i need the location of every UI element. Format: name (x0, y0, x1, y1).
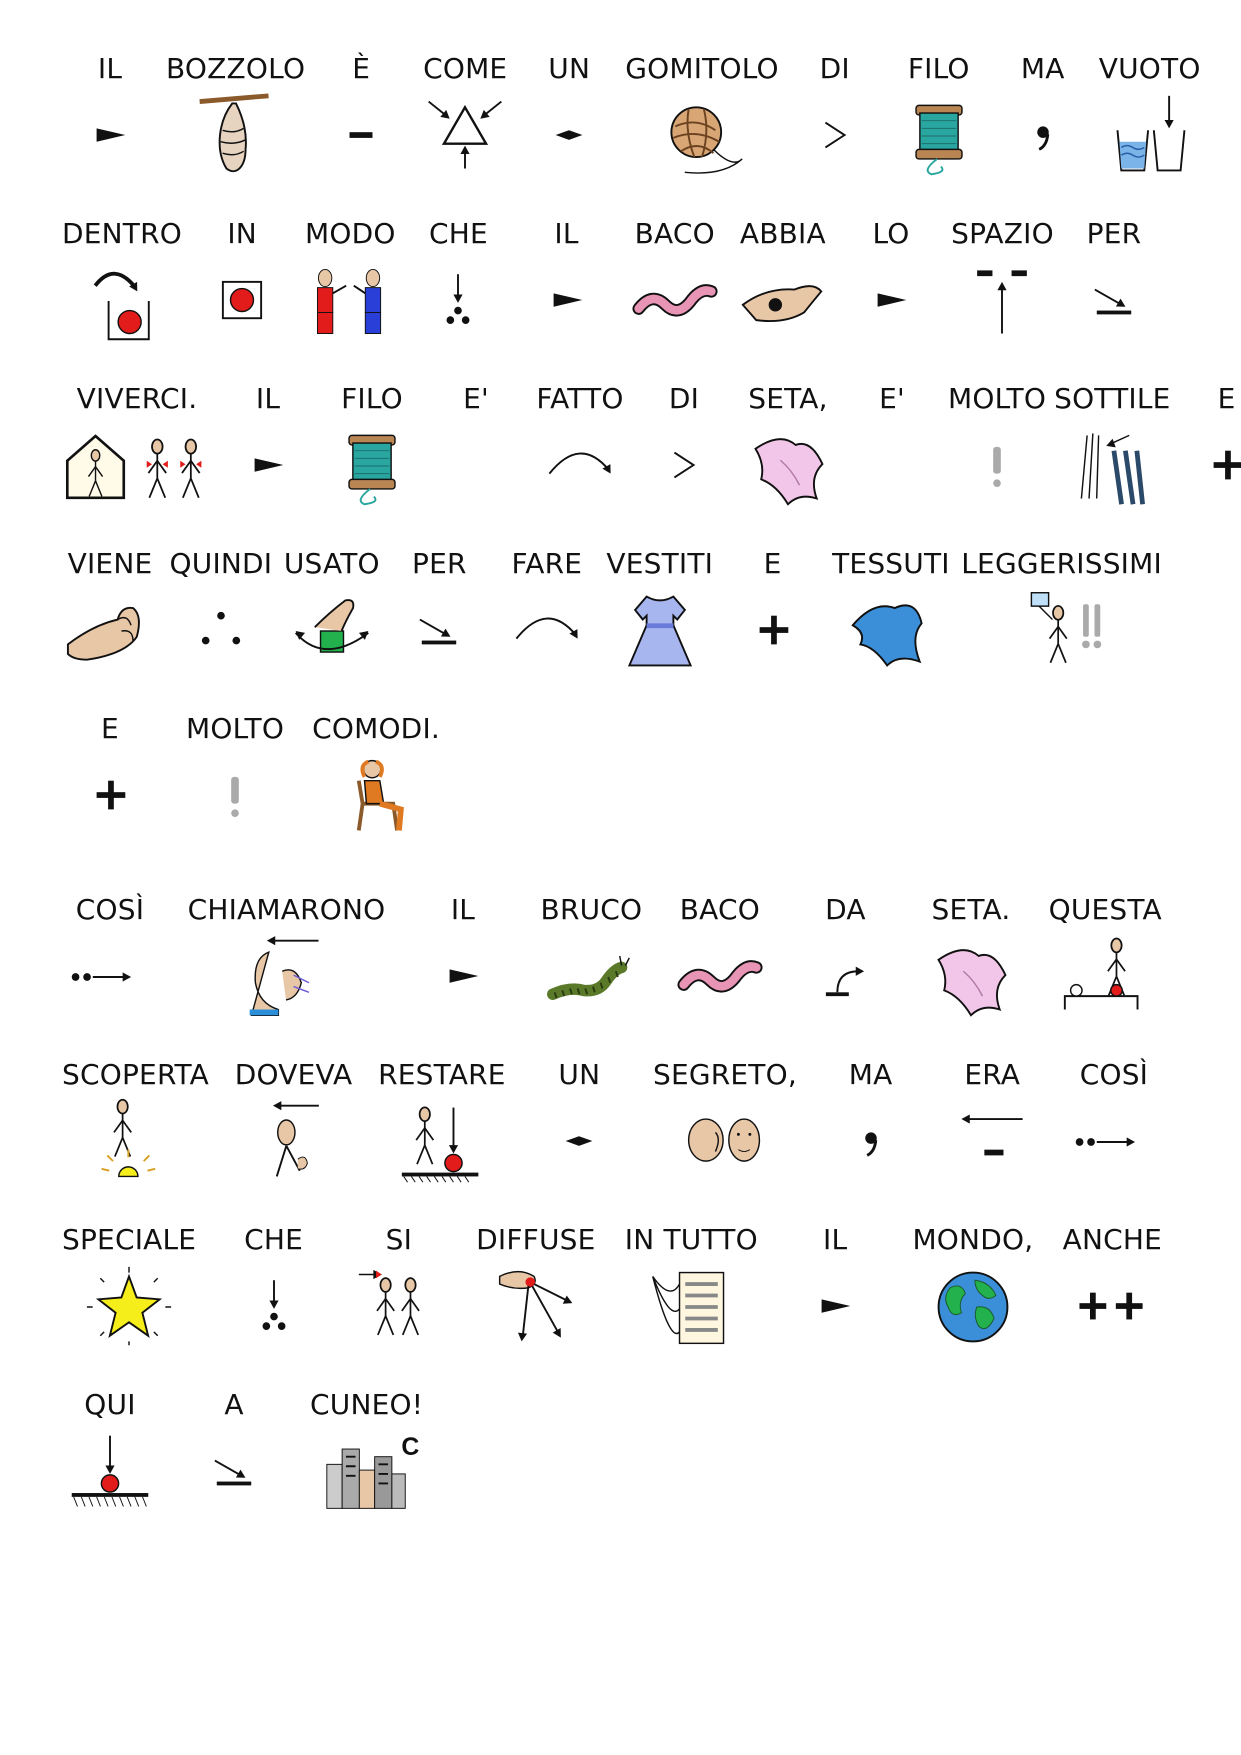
word-label: IN TUTTO (624, 1223, 758, 1256)
word-label: CHE (244, 1223, 303, 1256)
article-triangle-icon (62, 92, 158, 180)
word-label: IL (554, 217, 579, 250)
word-symbol-cell (186, 1388, 282, 1516)
word-symbol-cell (625, 52, 779, 180)
word-label: IL (97, 52, 123, 85)
word-symbol-cell (1049, 893, 1162, 1021)
silk-cloth-icon (740, 422, 836, 510)
word-label: E (763, 547, 782, 580)
worm-icon (672, 933, 768, 1021)
caterpillar-icon (543, 933, 639, 1021)
exclamation-icon (187, 752, 283, 840)
word-symbol-cell (1099, 52, 1201, 180)
word-symbol-cell (735, 217, 831, 345)
sentence-row (62, 1223, 1162, 1353)
article-triangle-icon (220, 422, 316, 510)
word-symbol-cell (284, 547, 380, 675)
word-label: MOLTO (186, 712, 285, 745)
word-symbol-cell (1179, 382, 1241, 510)
word-symbol-cell (844, 382, 940, 510)
word-symbol-cell (188, 893, 386, 1021)
word-label: RESTARE (378, 1058, 506, 1091)
word-label: GOMITOLO (625, 52, 779, 85)
word-symbol-cell (62, 1388, 158, 1516)
sentence-row (62, 1058, 1162, 1188)
curved-arrow-icon (499, 587, 595, 675)
diamond-article-icon (531, 1098, 627, 1186)
word-label: E (1217, 382, 1236, 415)
word-label: ABBIA (739, 217, 826, 250)
curved-arrow-icon (532, 422, 628, 510)
word-symbol-cell (725, 547, 821, 675)
stay-icon (394, 1098, 490, 1186)
word-label: DA (825, 893, 866, 926)
comma-icon (995, 92, 1091, 180)
word-label: E (101, 712, 119, 745)
word-label: VIVERCI. (76, 382, 198, 415)
word-label: ANCHE (1062, 1223, 1162, 1256)
sentence-row (62, 893, 1162, 1023)
word-label: FARE (511, 547, 583, 580)
word-label: MA (1020, 52, 1065, 85)
dots-arrow-icon (62, 933, 158, 1021)
word-symbol-cell (832, 547, 950, 675)
word-symbol-cell (324, 382, 420, 510)
greater-than-icon (787, 92, 883, 180)
word-symbol-cell (541, 893, 643, 1021)
globe-icon (925, 1263, 1021, 1351)
cocoon-icon (188, 92, 284, 180)
word-symbol-cell (194, 217, 290, 345)
word-symbol-cell (948, 382, 1046, 510)
city-icon (319, 1428, 419, 1516)
dress-icon (612, 587, 708, 675)
word-label: QUINDI (169, 547, 273, 580)
spread-hand-icon (488, 1263, 584, 1351)
word-symbol-cell (313, 52, 409, 180)
word-label: VUOTO (1098, 52, 1201, 85)
word-label: DI (819, 52, 850, 85)
word-symbol-cell (62, 382, 212, 510)
word-label: E' (463, 382, 489, 415)
thread-spool-icon (891, 92, 987, 180)
word-label: SEGRETO, (652, 1058, 797, 1091)
relaxed-chair-icon (328, 752, 424, 840)
worm-icon (627, 257, 723, 345)
word-symbol-cell (62, 1223, 196, 1351)
word-symbol-cell (636, 382, 732, 510)
thread-spool-icon (324, 422, 420, 510)
sentence-row (62, 382, 1241, 512)
word-label: È (352, 52, 371, 85)
word-label: CHIAMARONO (187, 893, 386, 926)
word-symbol-cell (1066, 217, 1162, 345)
word-symbol-cell (62, 1058, 209, 1186)
triangle-arrows-icon (417, 92, 513, 180)
word-symbol-cell (627, 217, 723, 345)
for-arrow-icon (391, 587, 487, 675)
word-label: DENTRO (62, 217, 182, 250)
word-label: IN (227, 217, 257, 250)
beckon-hand-icon (62, 587, 158, 675)
svg-text:C: C (401, 1432, 419, 1461)
from-arrow-icon (797, 933, 893, 1021)
therefore-dots-icon (173, 587, 269, 675)
star-icon (81, 1263, 177, 1351)
word-label: IL (823, 1223, 848, 1256)
word-label: SCOPERTA (62, 1058, 210, 1091)
word-label: BRUCO (540, 893, 643, 926)
word-label: DOVEVA (234, 1058, 353, 1091)
word-label: UN (548, 52, 591, 85)
silk-cloth-icon (923, 933, 1019, 1021)
word-label: FILO (907, 52, 970, 85)
word-symbol-cell (499, 547, 595, 675)
word-symbol-cell (653, 1058, 797, 1186)
space-arrow-icon (954, 257, 1050, 345)
word-symbol-cell (961, 547, 1162, 675)
two-people-gesture-icon (302, 257, 398, 345)
word-symbol-cell (62, 712, 158, 840)
word-symbol-cell (797, 893, 893, 1021)
sentence-row (62, 547, 1162, 677)
word-symbol-cell (519, 217, 615, 345)
word-symbol-cell (1066, 1058, 1162, 1186)
word-symbol-cell (62, 547, 158, 675)
article-triangle-icon (415, 933, 511, 1021)
plus-icon (725, 587, 821, 675)
word-label: MODO (304, 217, 396, 250)
word-label: QUESTA (1048, 893, 1162, 926)
word-symbol-cell (302, 217, 398, 345)
word-symbol-cell (166, 52, 305, 180)
word-symbol-cell (531, 1058, 627, 1186)
word-label: FATTO (536, 382, 624, 415)
sentence-row (62, 1388, 423, 1518)
word-label: SETA. (931, 893, 1011, 926)
word-symbol-cell (476, 1223, 595, 1351)
word-symbol-cell (186, 712, 284, 840)
word-label: LO (872, 217, 910, 250)
article-triangle-icon (787, 1263, 883, 1351)
dots-arrow-icon (1066, 1098, 1162, 1186)
plus-icon (62, 752, 158, 840)
sentence-row (62, 712, 440, 842)
word-label: ERA (964, 1058, 1021, 1091)
word-label: BOZZOLO (166, 52, 306, 85)
word-symbol-cell (951, 217, 1054, 345)
word-label: MONDO, (912, 1223, 1034, 1256)
word-label: SPAZIO (951, 217, 1054, 250)
for-arrow-icon (186, 1428, 282, 1516)
in-box-icon (194, 257, 290, 345)
word-symbol-cell (62, 217, 182, 345)
word-symbol-cell (220, 382, 316, 510)
this-person-icon (1057, 933, 1153, 1021)
word-label: IL (255, 382, 281, 415)
word-symbol-cell (606, 547, 713, 675)
word-label: SETA, (748, 382, 828, 415)
word-symbol-cell (1054, 382, 1170, 510)
word-symbol-cell (891, 52, 987, 180)
word-label: COSÌ (1079, 1058, 1149, 1091)
arrow-dots-icon (226, 1263, 322, 1351)
word-label: SPECIALE (62, 1223, 197, 1256)
plus-icon (1179, 422, 1241, 510)
all-list-icon (643, 1263, 739, 1351)
word-symbol-cell (843, 217, 939, 345)
word-label: COSÌ (75, 893, 145, 926)
article-triangle-icon (519, 257, 615, 345)
word-label: COME (423, 52, 508, 85)
word-symbol-cell (226, 1223, 322, 1351)
word-symbol-cell (62, 893, 158, 1021)
sentence-row (62, 217, 1162, 347)
word-symbol-cell (823, 1058, 919, 1186)
greater-than-icon (636, 422, 732, 510)
word-label: SOTTILE (1054, 382, 1171, 415)
word-symbol-cell (62, 52, 158, 180)
word-symbol-cell (410, 217, 506, 345)
word-symbol-cell (532, 382, 628, 510)
word-label: SI (385, 1223, 413, 1256)
word-label: MOLTO (948, 382, 1047, 415)
word-label: IL (450, 893, 476, 926)
word-symbol-cell (995, 52, 1091, 180)
word-label: A (224, 1388, 244, 1421)
arrow-dots-icon (410, 257, 506, 345)
word-symbol-cell (1063, 1223, 1162, 1351)
word-label: QUI (84, 1388, 136, 1421)
word-label: COMODI. (312, 712, 440, 745)
here-icon (62, 1428, 158, 1516)
word-label: PER (411, 547, 467, 580)
word-label: MA (848, 1058, 893, 1091)
word-symbol-cell (944, 1058, 1040, 1186)
word-symbol-cell (417, 52, 513, 180)
into-box-icon (74, 257, 170, 345)
blank-icon (844, 422, 940, 510)
word-symbol-cell (923, 893, 1019, 1021)
word-label: FILO (341, 382, 403, 415)
word-symbol-cell (391, 547, 487, 675)
hand-use-icon (284, 587, 380, 675)
word-label: VIENE (67, 547, 153, 580)
comma-icon (823, 1098, 919, 1186)
word-symbol-cell (912, 1223, 1033, 1351)
for-arrow-icon (1066, 257, 1162, 345)
word-symbol-cell (310, 1388, 423, 1516)
word-symbol-cell (521, 52, 617, 180)
word-label: E' (879, 382, 905, 415)
house-people-icon (62, 422, 212, 510)
word-symbol-cell (312, 712, 440, 840)
word-symbol-cell (625, 1223, 758, 1351)
word-symbol-cell (170, 547, 273, 675)
word-label: CUNEO! (310, 1388, 424, 1421)
thin-lines-icon (1064, 422, 1160, 510)
word-symbol-cell (787, 52, 883, 180)
word-symbol-cell (351, 1223, 447, 1351)
word-symbol-cell (378, 1058, 506, 1186)
must-past-icon (246, 1098, 342, 1186)
word-label: LEGGERISSIMI (961, 547, 1162, 580)
word-label: UN (558, 1058, 601, 1091)
exclamation-icon (949, 422, 1045, 510)
word-label: DI (668, 382, 700, 415)
double-plus-icon (1064, 1263, 1160, 1351)
word-label: TESSUTI (832, 547, 950, 580)
light-person-icon (1014, 587, 1110, 675)
word-symbol-cell (235, 1058, 353, 1186)
dash-is-icon (313, 92, 409, 180)
whisper-faces-icon (677, 1098, 773, 1186)
blank-icon (428, 422, 524, 510)
blue-cloth-icon (843, 587, 939, 675)
was-arrow-icon (944, 1098, 1040, 1186)
discovery-icon (88, 1098, 184, 1186)
word-label: BACO (634, 217, 715, 250)
word-label: DIFFUSE (476, 1223, 596, 1256)
two-people-arrow-icon (351, 1263, 447, 1351)
word-symbol-cell (415, 893, 511, 1021)
empty-container-icon (1102, 92, 1198, 180)
word-symbol-cell (672, 893, 768, 1021)
word-label: USATO (283, 547, 380, 580)
word-label: CHE (428, 217, 488, 250)
word-symbol-cell (740, 382, 836, 510)
article-triangle-icon (843, 257, 939, 345)
word-label: VESTITI (606, 547, 714, 580)
yarn-ball-icon (654, 92, 750, 180)
word-label: BACO (679, 893, 760, 926)
sentence-row (62, 52, 1201, 182)
word-symbol-cell (787, 1223, 883, 1351)
word-symbol-cell (428, 382, 524, 510)
word-label: PER (1086, 217, 1142, 250)
calling-face-icon (238, 933, 334, 1021)
diamond-article-icon (521, 92, 617, 180)
hand-holding-icon (735, 257, 831, 345)
